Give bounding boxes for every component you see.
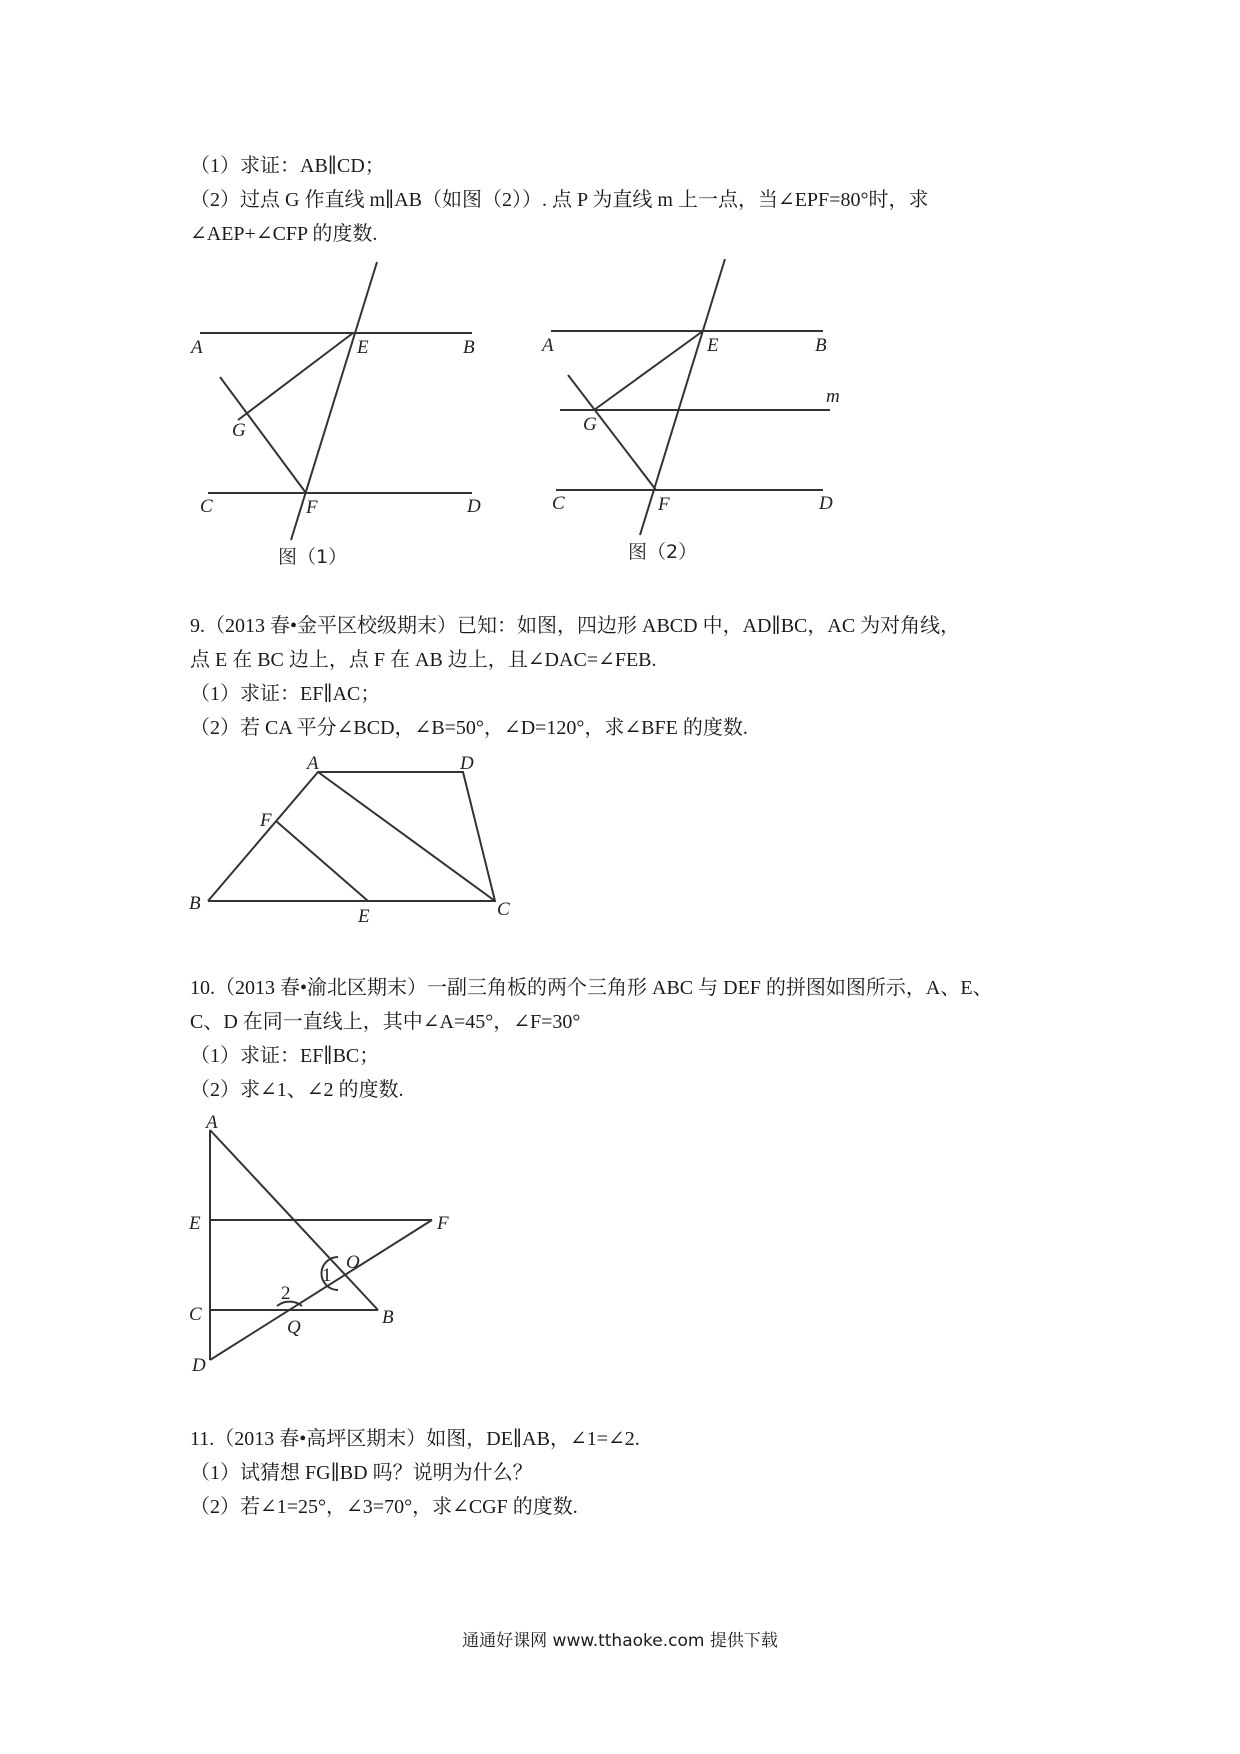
q10-part1: （1）求证：EF∥BC； [190,1045,380,1067]
caption-fig-2: 图（2） [628,541,698,563]
label-a-2: A [542,335,554,356]
figure-q10 [180,1112,470,1377]
q10-part2: （2）求∠1、∠2 的度数. [190,1079,404,1101]
label-d-1: D [467,496,481,517]
q9-part2: （2）若 CA 平分∠BCD，∠B=50°，∠D=120°，求∠BFE 的度数. [190,717,748,739]
caption-fig-1: 图（1） [278,546,348,568]
label-b-1: B [463,337,475,358]
label-d: D [460,753,474,774]
segment-eg-1 [238,333,353,420]
q9-stem-1: 9.（2013 春•金平区校级期末）已知：如图，四边形 ABCD 中，AD∥BC，AC 为对角线， [190,615,961,637]
segment-fe [276,821,368,901]
q10-stem-1: 10.（2013 春•渝北区期末）一副三角板的两个三角形 ABC 与 DEF 的拼图如图所示，A、E、 [190,977,993,999]
label-c: C [497,899,510,920]
label-e-2: E [707,335,719,356]
q11-part1: （1）试猜想 FG∥BD 吗？说明为什么？ [190,1462,533,1484]
label-d: D [192,1355,206,1376]
page-footer: 通通好课网 www.tthaoke.com 提供下载 [462,1631,778,1651]
label-e-1: E [357,337,369,358]
q11-part2: （2）若∠1=25°，∠3=70°，求∠CGF 的度数. [190,1496,578,1518]
label-g-1: G [232,420,246,441]
label-g-2: G [583,414,597,435]
figure-q9 [180,752,540,922]
q9-part1: （1）求证：EF∥AC； [190,683,381,705]
label-a-1: A [191,337,203,358]
q8-part1: （1）求证：AB∥CD； [190,155,385,177]
figure-q8-1 [189,262,481,568]
label-b: B [189,893,201,914]
label-c: C [189,1304,202,1325]
label-f-1: F [306,497,318,518]
label-o: O [346,1252,360,1273]
q8-part2-cont: ∠AEP+∠CFP 的度数. [190,223,378,245]
q10-stem-2: C、D 在同一直线上，其中∠A=45°，∠F=30° [190,1011,581,1033]
label-e: E [189,1213,201,1234]
segment-gf-2 [568,375,656,490]
label-m-2: m [826,386,840,407]
label-c-2: C [552,493,565,514]
label-f-2: F [658,494,670,515]
label-d-2: D [819,493,833,514]
label-a: A [307,753,319,774]
transversal-ef-2 [640,259,725,535]
label-c-1: C [200,496,213,517]
quadrilateral-abcd [208,772,495,901]
transversal-ef-1 [291,262,377,540]
label-f: F [437,1213,449,1234]
figure-q8 [180,255,880,575]
label-b-2: B [815,335,827,356]
segment-df [210,1220,432,1360]
q9-stem-2: 点 E 在 BC 边上，点 F 在 AB 边上，且∠DAC=∠FEB. [190,649,657,671]
label-q: Q [287,1317,301,1338]
q8-part2: （2）过点 G 作直线 m∥AB（如图（2））. 点 P 为直线 m 上一点，当∠EPF=80°时，求 [190,189,929,211]
q11-stem: 11.（2013 春•高坪区期末）如图，DE∥AB，∠1=∠2. [190,1428,640,1450]
figure-q8-2 [540,259,840,563]
label-e: E [358,906,370,922]
segment-eg-2 [594,331,703,410]
label-angle-2: 2 [281,1283,291,1304]
label-a: A [206,1112,218,1133]
label-b: B [382,1307,394,1328]
label-angle-1: 1 [322,1265,332,1286]
label-f: F [260,810,272,831]
